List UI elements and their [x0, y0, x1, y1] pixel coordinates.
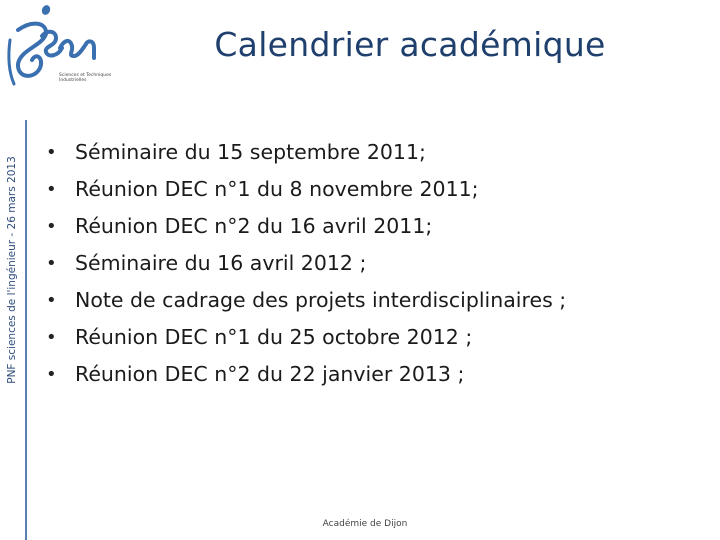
list-item	[42, 171, 714, 208]
list-item	[42, 245, 714, 282]
sidebar-divider	[25, 120, 27, 540]
igen-logo-icon	[2, 0, 122, 100]
list-item-text: Séminaire du 16 avril 2012 ;	[75, 251, 367, 275]
list-item-text: Note de cadrage des projets interdisciplinaires ;	[75, 288, 567, 312]
bullet-icon: •	[46, 364, 57, 385]
list-item	[42, 134, 714, 171]
bullet-icon: •	[46, 253, 57, 274]
footer-label: Académie de Dijon	[322, 519, 408, 529]
sidebar-vertical-label: PNF sciences de l'ingénieur - 26 mars 2013	[6, 156, 18, 384]
list-item	[42, 356, 714, 393]
bullet-list	[42, 134, 714, 393]
bullet-icon: •	[46, 216, 57, 237]
slide-title: Calendrier académique	[214, 25, 606, 64]
list-item-text: Réunion DEC n°1 du 25 octobre 2012 ;	[75, 325, 473, 349]
logo-caption	[59, 73, 119, 83]
sidebar-label-area	[0, 120, 24, 420]
bullet-icon: •	[46, 327, 57, 348]
bullet-icon: •	[46, 179, 57, 200]
logo-caption-line2: Industrielles	[59, 78, 87, 83]
list-item-text: Réunion DEC n°2 du 22 janvier 2013 ;	[75, 362, 465, 386]
list-item-text: Séminaire du 15 septembre 2011;	[75, 140, 426, 164]
logo-caption-line1: Sciences et Techniques	[59, 73, 112, 78]
igen-logo	[2, 0, 122, 100]
list-item	[42, 319, 714, 356]
bullet-icon: •	[46, 290, 57, 311]
list-item-text: Réunion DEC n°1 du 8 novembre 2011;	[75, 177, 479, 201]
list-item	[42, 208, 714, 245]
bullet-icon: •	[46, 142, 57, 163]
list-item	[42, 282, 714, 319]
list-item-text: Réunion DEC n°2 du 16 avril 2011;	[75, 214, 433, 238]
